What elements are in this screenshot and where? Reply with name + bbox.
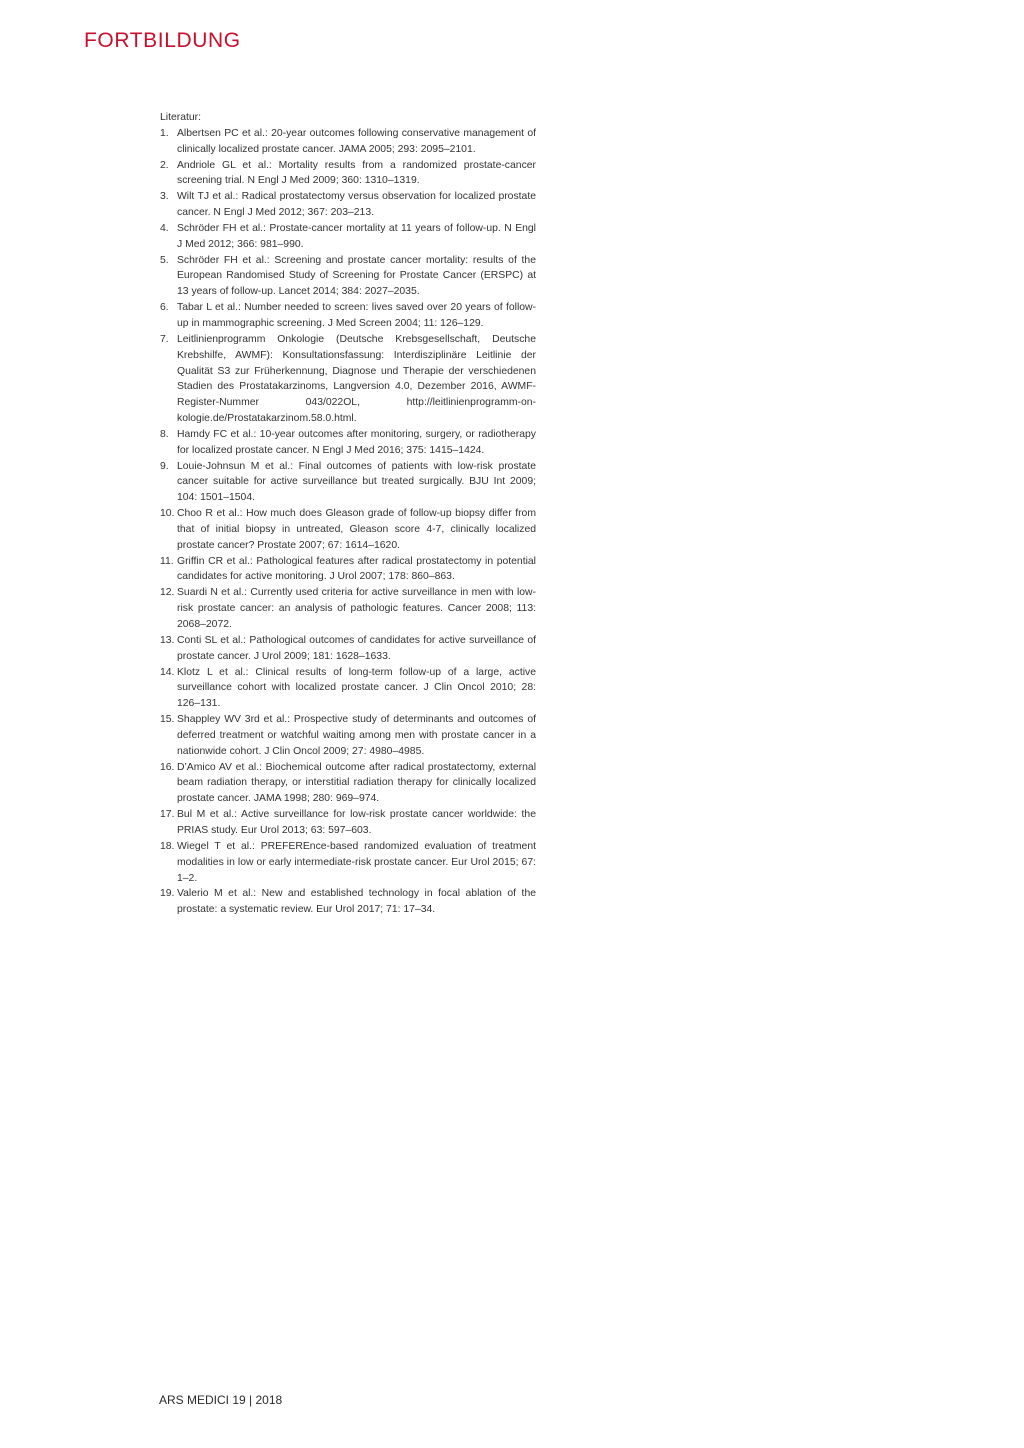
reference-text: Albertsen PC et al.: 20-year outcomes following conservative management of clinically localized prostate cancer. JAMA 2005; 293: 2095–2101. <box>177 127 536 155</box>
reference-number: 1. <box>160 127 169 139</box>
reference-number: 15. <box>160 714 175 726</box>
reference-number: 3. <box>160 191 169 203</box>
reference-item <box>160 886 536 918</box>
reference-number: 5. <box>160 254 169 266</box>
reference-item <box>160 665 536 713</box>
reference-text: Choo R et al.: How much does Gleason grade of follow-up biopsy differ from that of initial biopsy in untreated, Gleason score 4-7, clinically localized prostate cancer? Prostate 2007; 67: 1614–1620. <box>177 508 536 551</box>
reference-text: Conti SL et al.: Pathological outcomes of candidates for active surveillance of prostate cancer. J Urol 2009; 181: 1628–1633. <box>177 634 536 662</box>
reference-item <box>160 712 536 760</box>
reference-text: Wilt TJ et al.: Radical prostatectomy versus observation for localized prostate cancer. N Engl J Med 2012; 367: 203–213. <box>177 191 536 219</box>
reference-text: Shappley WV 3rd et al.: Prospective study of determinants and outcomes of deferred treatment or watchful waiting among men with prostate cancer in a nationwide cohort. J Clin Oncol 2009; 27: 4980–4985. <box>177 714 536 757</box>
reference-item <box>160 427 536 459</box>
reference-item <box>160 300 536 332</box>
reference-item <box>160 459 536 507</box>
reference-item <box>160 760 536 808</box>
reference-number: 12. <box>160 587 175 599</box>
reference-text: Louie-Johnsun M et al.: Final outcomes of patients with low-risk prostate cancer suitable for active surveillance but treated surgically. BJU Int 2009; 104: 1501–1504. <box>177 460 536 504</box>
reference-number: 7. <box>160 333 169 345</box>
reference-number: 14. <box>160 666 175 678</box>
reference-text: Leitlinienprogramm Onkologie (Deutsche Krebsgesellschaft, Deutsche Krebshilfe, AWMF): Konsultationsfassung: Interdisziplinäre Leitlinie der Qualität S3 zur Früherkennung, Diagnose und Therapie der verschiedenen Stadien des Prostatakarzinoms, Langversion 4.0, Dezember 2016, AWMF-Register-Nummer 043/022OL, http://leitlinienprogramm-onkologie.de/Prostatakarzinom.58.0.html. <box>177 333 536 425</box>
reference-number: 18. <box>160 840 175 852</box>
reference-number: 9. <box>160 460 169 472</box>
reference-number: 19. <box>160 888 175 900</box>
reference-section <box>160 110 536 918</box>
reference-list <box>160 126 536 918</box>
reference-text: Hamdy FC et al.: 10-year outcomes after monitoring, surgery, or radiotherapy for localized prostate cancer. N Engl J Med 2016; 375: 1415–1424. <box>177 428 536 456</box>
section-title: FORTBILDUNG <box>84 29 241 52</box>
reference-number: 6. <box>160 302 169 314</box>
reference-item <box>160 506 536 554</box>
footer-publication-info: ARS MEDICI 19 | 2018 <box>159 1393 283 1407</box>
reference-item <box>160 253 536 301</box>
reference-item <box>160 221 536 253</box>
reference-item <box>160 633 536 665</box>
reference-number: 17. <box>160 809 175 821</box>
reference-number: 4. <box>160 222 169 234</box>
reference-text: Valerio M et al.: New and established technology in focal ablation of the prostate: a systematic review. Eur Urol 2017; 71: 17–34. <box>177 888 536 916</box>
references-heading: Literatur: <box>160 112 202 123</box>
reference-item <box>160 158 536 190</box>
reference-item <box>160 807 536 839</box>
reference-text: Tabar L et al.: Number needed to screen: lives saved over 20 years of follow-up in mammographic screening. J Med Screen 2004; 11: 126–129. <box>177 302 536 329</box>
reference-item <box>160 189 536 221</box>
reference-number: 13. <box>160 634 175 646</box>
reference-number: 11. <box>160 555 174 567</box>
reference-item <box>160 839 536 887</box>
reference-number: 10. <box>160 508 175 520</box>
reference-text: Griffin CR et al.: Pathological features after radical prostatectomy in potential candidates for active monitoring. J Urol 2007; 178: 860–863. <box>177 555 536 583</box>
reference-text: Schröder FH et al.: Screening and prostate cancer mortality: results of the European Randomised Study of Screening for Prostate Cancer (ERSPC) at 13 years of follow-up. Lancet 2014; 384: 2027–2035. <box>177 254 536 298</box>
reference-text: Bul M et al.: Active surveillance for low-risk prostate cancer worldwide: the PRIAS study. Eur Urol 2013; 63: 597–603. <box>177 809 536 836</box>
reference-item <box>160 554 536 586</box>
reference-item <box>160 585 536 633</box>
reference-item <box>160 126 536 158</box>
reference-text: Klotz L et al.: Clinical results of long-term follow-up of a large, active surveillance cohort with localized prostate cancer. J Clin Oncol 2010; 28: 126–131. <box>177 666 536 710</box>
reference-number: 8. <box>160 428 169 440</box>
reference-number: 16. <box>160 761 175 773</box>
reference-text: Suardi N et al.: Currently used criteria for active surveillance in men with low-risk prostate cancer: an analysis of pathologic features. Cancer 2008; 113: 2068–2072. <box>177 587 536 630</box>
reference-text: Wiegel T et al.: PREFEREnce-based randomized evaluation of treatment modalities in low or early intermediate-risk prostate cancer. Eur Urol 2015; 67: 1–2. <box>177 840 536 884</box>
reference-text: Andriole GL et al.: Mortality results from a randomized prostate-cancer screening trial. N Engl J Med 2009; 360: 1310–1319. <box>177 159 536 187</box>
reference-text: D’Amico AV et al.: Biochemical outcome after radical prostatectomy, external beam radiation therapy, or interstitial radiation therapy for clinically localized prostate cancer. JAMA 1998; 280: 969–974. <box>177 761 536 805</box>
reference-text: Schröder FH et al.: Prostate-cancer mortality at 11 years of follow-up. N Engl J Med 2012; 366: 981–990. <box>177 222 536 250</box>
reference-number: 2. <box>160 159 169 171</box>
reference-item <box>160 332 536 427</box>
